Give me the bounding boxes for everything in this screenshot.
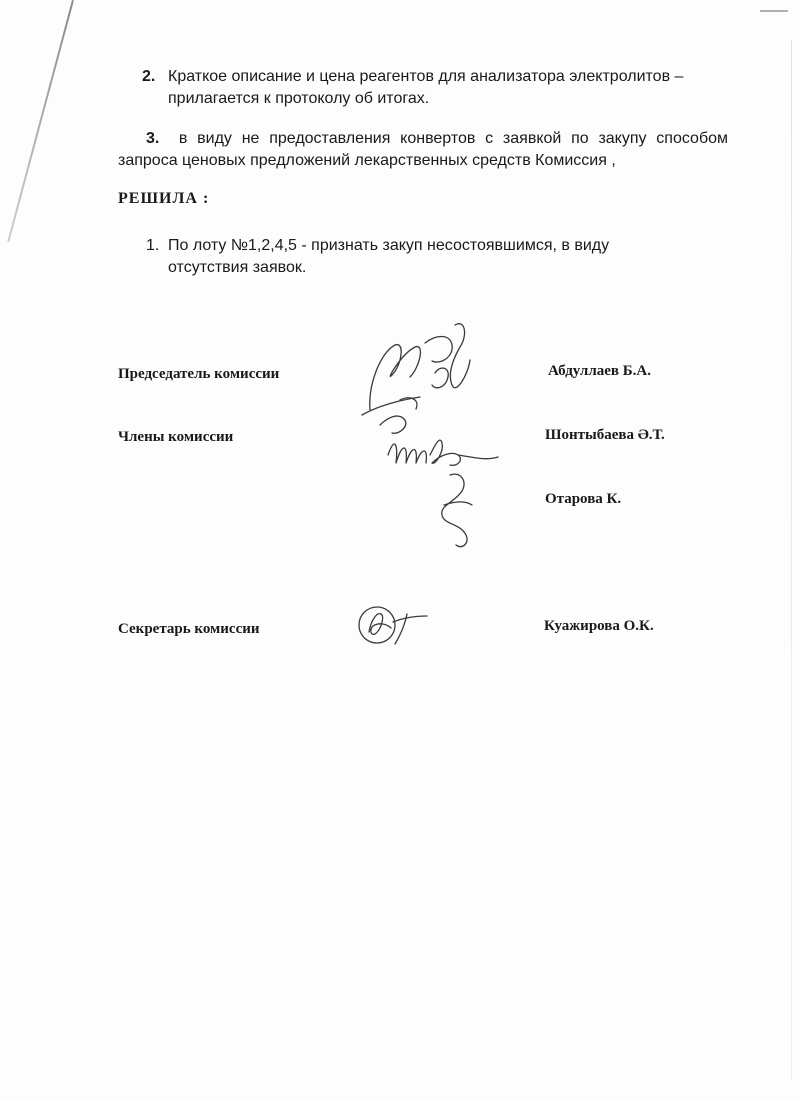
scan-artifact-edge-right [791,40,792,1080]
signature-secretary [355,600,435,650]
list-item-line: Краткое описание и цена реагентов для анализатора электролитов – [168,68,684,85]
list-item-number: 2. [142,68,156,85]
signature-cluster [340,305,520,550]
secretary-name: Куажирова О.К. [544,618,654,634]
secretary-label: Секретарь комиссии [118,621,260,637]
members-label: Члены комиссии [118,429,234,445]
list-item-2 [142,66,722,110]
scan-artifact-line [7,0,74,242]
list-item-3 [118,128,728,172]
scan-artifact-edge [760,10,788,12]
list-item-line [118,128,728,150]
list-item-line: отсутствия заявок. [168,259,307,276]
chair-name: Абдуллаев Б.А. [548,363,652,379]
list-item-line: По лоту №1,2,4,5 - признать закуп несостоявшимся, в виду [168,237,610,254]
list-item-line-text: в виду не предоставления конвертов с заявкой по закупу способом [178,130,729,147]
member-name: Отарова К. [545,491,622,507]
chair-label: Председатель комиссии [118,366,280,382]
member-name: Шонтыбаева Ә.Т. [545,427,665,443]
list-item-number: 3. [146,130,160,147]
decision-heading: РЕШИЛА : [118,190,210,207]
list-item-number: 1. [146,237,160,254]
list-item-line: прилагается к протоколу об итогах. [168,90,430,107]
decision-item-1 [146,235,666,279]
list-item-line: запроса ценовых предложений лекарственных средств Комиссия , [118,152,616,169]
